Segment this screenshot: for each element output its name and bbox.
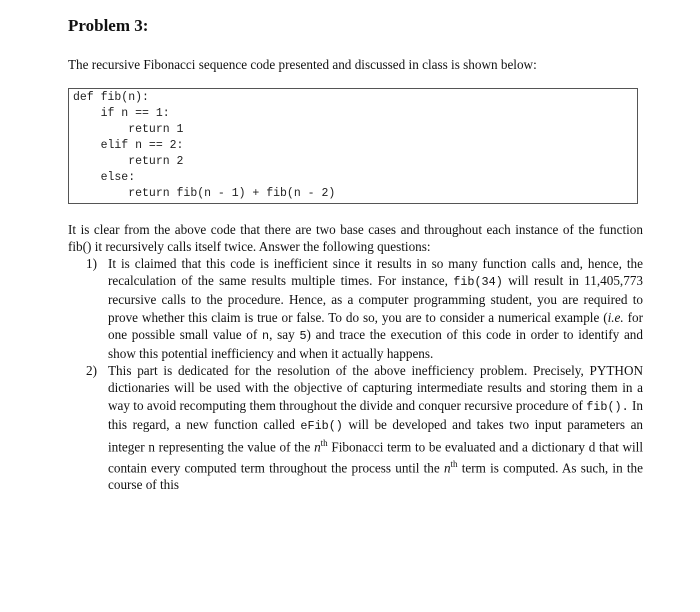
item-text-italic: i.e. [607,309,624,325]
code-block [68,88,638,204]
item-text: It is claimed that this code is inefficient since it results in so many function calls and, hence, the recalculation of the same results multiple times. For instance, [108,256,643,289]
item-text: This part is dedicated for the resolution of the above inefficiency problem. Precisely, PYTHON dictionaries will be used with the objective of capturing intermediate results and storing them in a way to avoid recomputing them throughout the divide and conquer recursive procedure of [108,363,643,413]
item-text: ) and trace the execution of this code in order to identify and show this potential inefficiency and when it actually happens. [108,326,643,362]
superscript: th [320,438,328,449]
inline-code: eFib() [300,418,343,433]
inline-code: 5 [299,328,307,343]
item-number: 1) [86,256,97,271]
code-line: return 1 [73,123,184,136]
intro-text: The recursive Fibonacci sequence code presented and discussed in class is shown below: [68,57,537,72]
code-line: else: [73,171,136,184]
code-line: elif n == 2: [73,139,184,152]
item-number: 2) [86,363,97,379]
item-text: term is computed. As such, in the course of this [108,460,643,493]
item-text: for one possible small value of [108,309,644,342]
superscript: th [450,458,458,469]
code-line: def fib(n): [73,91,149,104]
problem-title: Problem 3: [68,16,149,35]
math-n: n [443,460,451,476]
math-n: n [314,439,321,455]
explanation-paragraph: It is clear from the above code that there are two base cases and throughout each instance of the function fib() it recursively calls itself twice. Answer the following questions: [68,222,643,254]
item-text: , say [269,326,295,342]
question-item-2 [68,362,643,493]
item-text: will result in 11,405,773 recursive calls to the procedure. Hence, as a computer programming student, you are required to prove whether this claim is true or false. To do so, you are to consider a numerical example ( [108,273,644,325]
inline-code: fib(). [586,399,629,414]
inline-code: fib(34) [453,275,503,290]
question-item-1 [68,255,643,362]
question-list [68,255,643,493]
item-text: Fibonacci term to be evaluated and a dictionary d that will contain every computed term throughout the process until the [108,439,644,476]
inline-code: n [262,328,270,343]
code-line: return fib(n - 1) + fib(n - 2) [73,187,336,200]
code-line: return 2 [73,155,184,168]
item-text: will be developed and takes two input parameters an integer n representing the value of the [108,416,644,455]
item-text: In this regard, a new function called [108,397,644,432]
code-line: if n == 1: [73,107,170,120]
